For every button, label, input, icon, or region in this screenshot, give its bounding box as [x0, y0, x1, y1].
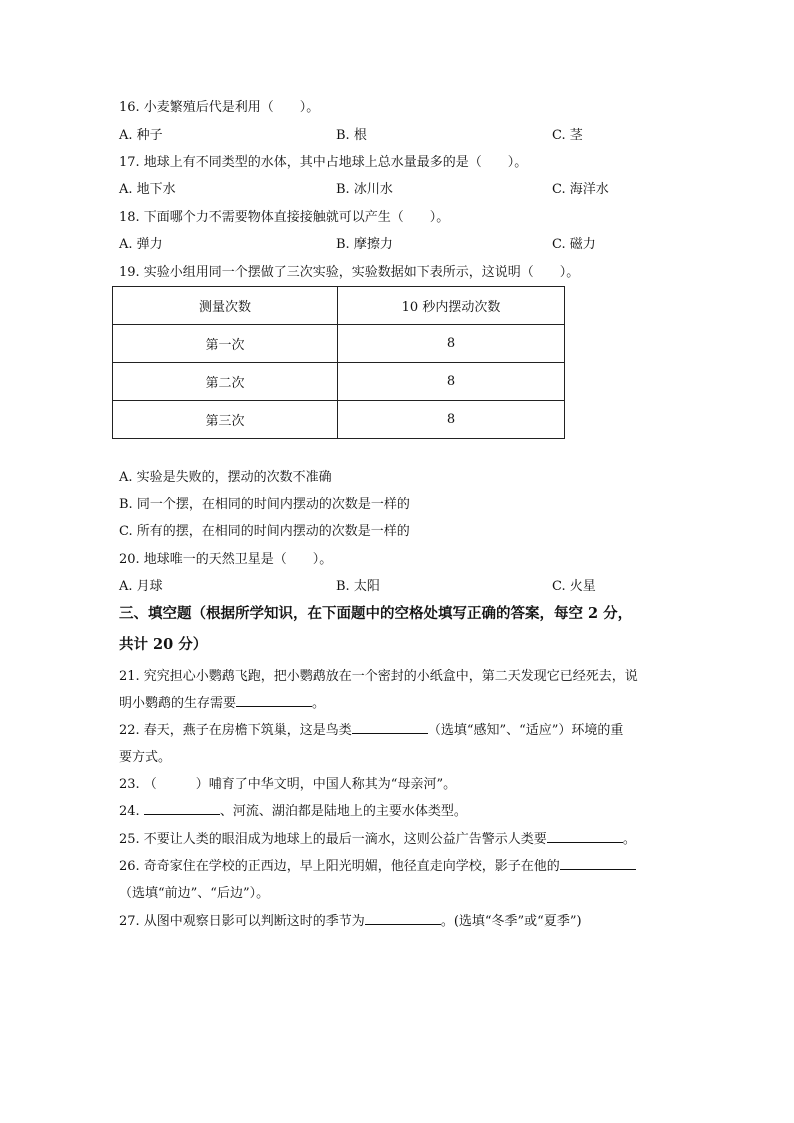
question-18: 18. 下面哪个力不需要物体直接接触就可以产生（ ）。: [119, 210, 450, 225]
answer-blank[interactable]: [236, 694, 312, 707]
question-text: （选填“感知”、“适应”）环境的重: [427, 723, 624, 738]
question-text: 、河流、湖泊都是陆地上的主要水体类型。: [219, 804, 467, 819]
question-24: [119, 800, 467, 819]
option-c[interactable]: C. 茎: [552, 128, 583, 143]
question-text: 明小鹦鹉的生存需要: [119, 696, 237, 711]
question-19: 19. 实验小组用同一个摆做了三次实验，实验数据如下表所示，这说明（ ）。: [119, 265, 580, 280]
question-25: [119, 828, 636, 847]
answer-blank[interactable]: [547, 830, 623, 843]
section-heading: 三、填空题（根据所学知识，在下面题中的空格处填写正确的答案，每空 2 分，: [119, 605, 633, 622]
question-27: [119, 910, 582, 929]
question-21: 21. 究究担心小鹦鹉飞跑，把小鹦鹉放在一个密封的小纸盒中，第二天发现它已经死去，说: [119, 669, 638, 684]
question-text: 26. 奇奇家住在学校的正西边，早上阳光明媚，他径直走向学校，影子在他的: [119, 859, 560, 874]
option-a[interactable]: A. 月球: [119, 579, 163, 594]
experiment-table: [112, 286, 565, 439]
table-cell: 第二次: [113, 363, 338, 401]
option-b[interactable]: B. 太阳: [336, 579, 380, 594]
question-26: [119, 855, 636, 874]
question-text: 22. 春天，燕子在房檐下筑巢，这是鸟类: [119, 723, 352, 738]
table-cell: 8: [338, 325, 565, 363]
question-22-cont: 要方式。: [119, 750, 172, 765]
question-26-cont: （选填“前边”、“后边”）。: [119, 886, 270, 901]
question-21-cont: [119, 692, 325, 711]
question-22: [119, 719, 623, 738]
option-b[interactable]: B. 同一个摆，在相同的时间内摆动的次数是一样的: [119, 497, 410, 512]
option-a[interactable]: A. 实验是失败的，摆动的次数不准确: [119, 470, 332, 485]
question-text: 。: [312, 696, 326, 711]
table-header-row: [113, 287, 565, 325]
table-row: [113, 401, 565, 439]
table-cell: 第一次: [113, 325, 338, 363]
question-text: 24.: [119, 804, 144, 819]
question-20: 20. 地球唯一的天然卫星是（ ）。: [119, 552, 333, 567]
question-text: 。: [622, 832, 636, 847]
answer-blank[interactable]: [560, 857, 636, 870]
option-a[interactable]: A. 种子: [119, 128, 163, 143]
option-b[interactable]: B. 根: [336, 128, 367, 143]
question-text: 。(选填“冬季”或“夏季”): [440, 914, 582, 929]
question-17: 17. 地球上有不同类型的水体，其中占地球上总水量最多的是（ ）。: [119, 155, 528, 170]
table-header: 测量次数: [113, 287, 338, 325]
section-heading-cont: 共计 20 分）: [119, 636, 208, 653]
option-c[interactable]: C. 火星: [552, 579, 596, 594]
table-cell: 8: [338, 363, 565, 401]
option-c[interactable]: C. 所有的摆，在相同的时间内摆动的次数是一样的: [119, 524, 410, 539]
option-b[interactable]: B. 冰川水: [336, 182, 393, 197]
option-c[interactable]: C. 磁力: [552, 237, 596, 252]
option-a[interactable]: A. 地下水: [119, 182, 176, 197]
table-row: [113, 325, 565, 363]
option-c[interactable]: C. 海洋水: [552, 182, 609, 197]
question-17-options: [119, 178, 719, 196]
option-b[interactable]: B. 摩擦力: [336, 237, 393, 252]
question-23: 23. （ ）哺育了中华文明，中国人称其为“母亲河”。: [119, 777, 457, 792]
question-text: 25. 不要让人类的眼泪成为地球上的最后一滴水，这则公益广告警示人类要: [119, 832, 547, 847]
table-cell: 第三次: [113, 401, 338, 439]
question-16: 16. 小麦繁殖后代是利用（ ）。: [119, 100, 320, 115]
question-18-options: [119, 233, 719, 251]
option-a[interactable]: A. 弹力: [119, 237, 163, 252]
question-20-options: [119, 575, 719, 593]
question-16-options: [119, 124, 719, 142]
table-cell: 8: [338, 401, 565, 439]
answer-blank[interactable]: [352, 721, 428, 734]
answer-blank[interactable]: [365, 912, 441, 925]
table-row: [113, 363, 565, 401]
question-text: 27. 从图中观察日影可以判断这时的季节为: [119, 914, 365, 929]
answer-blank[interactable]: [144, 802, 220, 815]
table-header: 10 秒内摆动次数: [338, 287, 565, 325]
